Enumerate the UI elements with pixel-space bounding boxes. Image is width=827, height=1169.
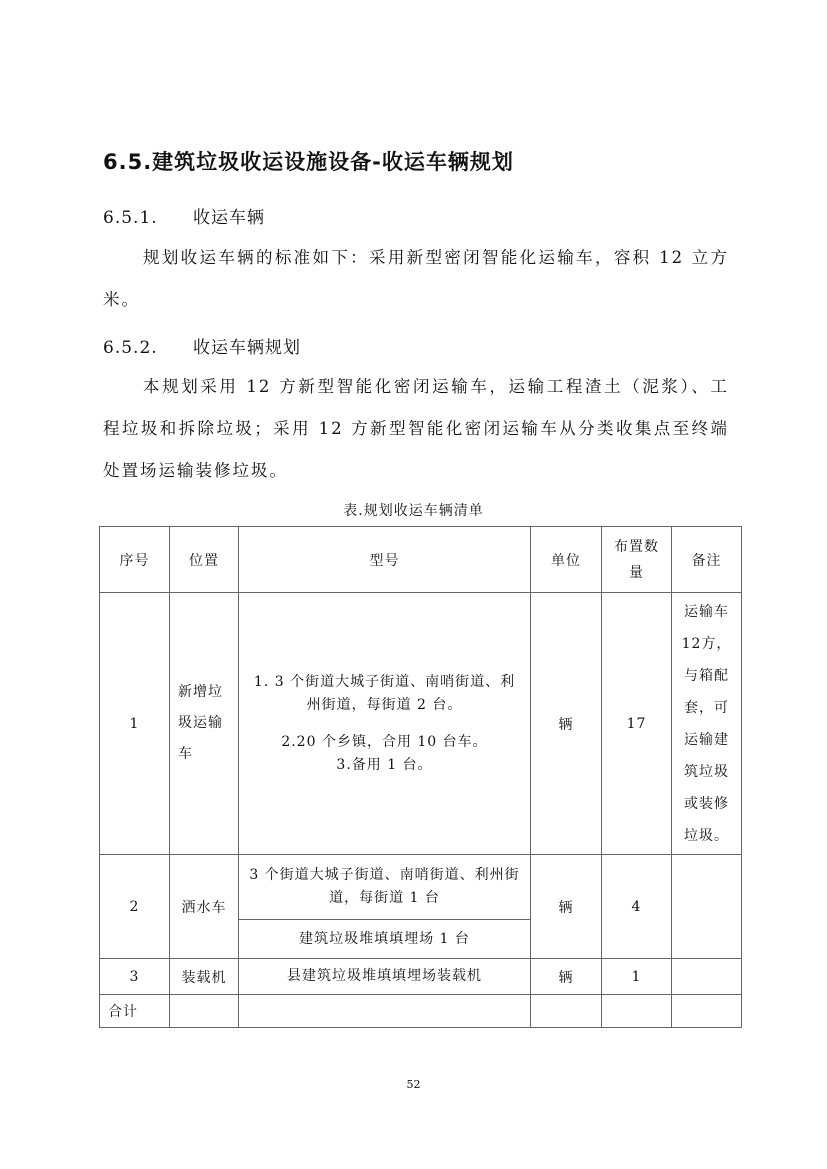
header-location: 位置	[170, 527, 239, 593]
page-number: 52	[406, 1078, 421, 1091]
cell-model: 县建筑垃圾堆填填埋场装载机	[239, 959, 531, 995]
cell-index: 3	[100, 959, 170, 995]
cell-unit: 辆	[531, 855, 602, 959]
header-unit: 单位	[531, 527, 602, 593]
cell-model: 建筑垃圾堆填填埋场 1 台	[239, 920, 531, 959]
cell-model	[239, 593, 531, 855]
cell-quantity: 1	[602, 959, 672, 995]
cell-location: 洒水车	[170, 855, 239, 959]
subsection-title: 收运车辆	[193, 208, 265, 228]
table-row	[100, 959, 742, 995]
cell-index: 2	[100, 855, 170, 959]
subsection-heading-1	[103, 203, 265, 228]
cell-remark: 运输车12方，与箱配套，可运输建筑垃圾或装修垃圾。	[672, 593, 742, 855]
cell-unit: 辆	[531, 959, 602, 995]
cell-model: 3 个街道大城子街道、南哨街道、利州街道，每街道 1 台	[239, 855, 531, 920]
model-line: 1. 3 个街道大城子街道、南哨街道、利州街道，每街道 2 台。	[253, 673, 516, 713]
header-remark: 备注	[672, 527, 742, 593]
paragraph-2: 本规划采用 12 方新型智能化密闭运输车，运输工程渣土（泥浆）、工程垃圾和拆除垃圾；采用 12 方新型智能化密闭运输车从分类收集点至终端处置场运输装修垃圾。	[103, 377, 729, 480]
section-heading: 6.5.建筑垃圾收运设施设备-收运车辆规划	[103, 150, 514, 174]
cell-location: 新增垃圾运输车	[170, 593, 239, 855]
table-total-row	[100, 995, 742, 1028]
header-index: 序号	[100, 527, 170, 593]
paragraph-1: 规划收运车辆的标准如下：采用新型密闭智能化运输车，容积 12 立方米。	[103, 248, 729, 309]
table-row	[100, 855, 742, 920]
header-model: 型号	[239, 527, 531, 593]
subsection-number: 6.5.2.	[103, 338, 158, 358]
cell-empty	[239, 995, 531, 1028]
cell-empty	[170, 995, 239, 1028]
table-caption: 表.规划收运车辆清单	[343, 503, 484, 519]
subsection-heading-2	[103, 333, 301, 358]
cell-remark	[672, 959, 742, 995]
cell-quantity: 17	[602, 593, 672, 855]
cell-quantity: 4	[602, 855, 672, 959]
cell-unit: 辆	[531, 593, 602, 855]
cell-empty	[602, 995, 672, 1028]
cell-index: 1	[100, 593, 170, 855]
cell-remark	[672, 855, 742, 959]
subsection-title: 收运车辆规划	[193, 338, 301, 358]
table-header-row	[100, 527, 742, 593]
cell-empty	[531, 995, 602, 1028]
model-line: 2.20 个乡镇，合用 10 台车。	[281, 733, 488, 750]
model-line: 3.备用 1 台。	[336, 756, 433, 773]
table-row	[100, 593, 742, 855]
cell-location: 装载机	[170, 959, 239, 995]
subsection-number: 6.5.1.	[103, 208, 158, 228]
cell-total-label: 合计	[100, 995, 170, 1028]
vehicle-table	[99, 526, 742, 1028]
cell-empty	[672, 995, 742, 1028]
header-quantity: 布置数量	[602, 527, 672, 593]
